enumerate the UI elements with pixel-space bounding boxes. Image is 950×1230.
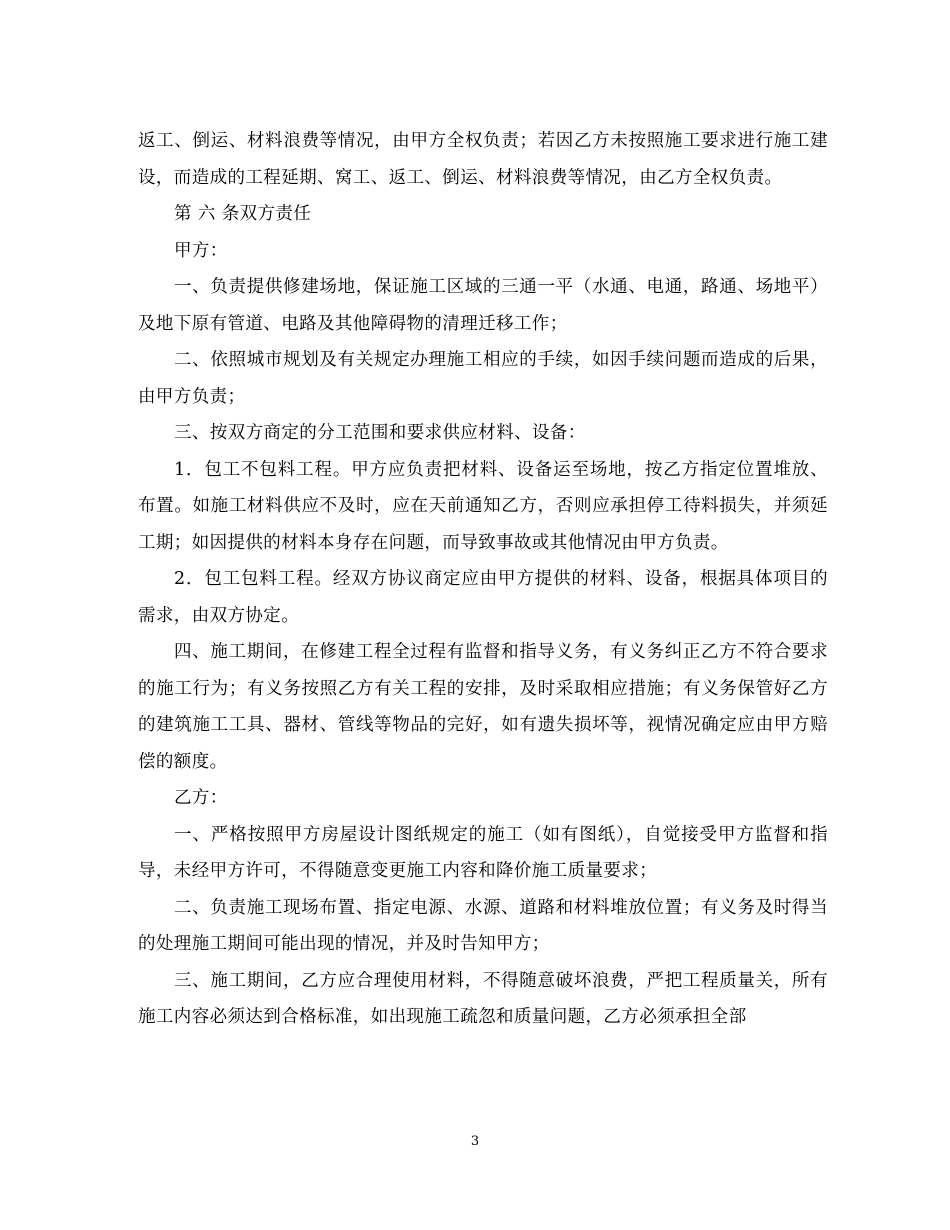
- party-b-label: 乙方：: [174, 788, 228, 808]
- party-a-clause-3-item-2: 2．包工包料工程。经双方协议商定应由甲方提供的材料、设备，根据具体项目的需求，由双方协定。: [138, 569, 828, 626]
- section-heading-article-6: 第 六 条双方责任: [174, 204, 312, 224]
- document-body: [138, 123, 828, 1036]
- party-a-clause-3-item-1: 1．包工不包料工程。甲方应负责把材料、设备运至场地，按乙方指定位置堆放、布置。如施工材料供应不及时，应在天前通知乙方，否则应承担停工待料损失，并须延工期；如因提供的材料本身存在问题，而导致事故或其他情况由甲方负责。: [138, 459, 828, 553]
- party-a-clause-2: 二、依照城市规划及有关规定办理施工相应的手续，如因手续问题而造成的后果，由甲方负责；: [138, 350, 828, 407]
- party-b-clause-3: 三、施工期间，乙方应合理使用材料，不得随意破坏浪费，严把工程质量关，所有施工内容必须达到合格标准，如出现施工疏忽和质量问题，乙方必须承担全部: [138, 970, 828, 1027]
- party-a-clause-1: 一、负责提供修建场地，保证施工区域的三通一平（水通、电通，路通、场地平）及地下原有管道、电路及其他障碍物的清理迁移工作；: [138, 277, 828, 334]
- page-number: 3: [470, 1134, 480, 1149]
- party-b-clause-2: 二、负责施工现场布置、指定电源、水源、道路和材料堆放位置；有义务及时得当的处理施工期间可能出现的情况，并及时告知甲方；: [138, 897, 828, 954]
- party-a-clause-3: 三、按双方商定的分工范围和要求供应材料、设备：: [174, 423, 586, 443]
- party-b-clause-1: 一、严格按照甲方房屋设计图纸规定的施工（如有图纸），自觉接受甲方监督和指导，未经甲方许可，不得随意变更施工内容和降价施工质量要求；: [138, 824, 828, 881]
- paragraph-1: 返工、倒运、材料浪费等情况，由甲方全权负责；若因乙方未按照施工要求进行施工建设，而造成的工程延期、窝工、返工、倒运、材料浪费等情况，由乙方全权负责。: [138, 131, 828, 188]
- party-a-label: 甲方：: [174, 240, 228, 261]
- party-a-clause-4: 四、施工期间，在修建工程全过程有监督和指导义务，有义务纠正乙方不符合要求的施工行为；有义务按照乙方有关工程的安排，及时采取相应措施；有义务保管好乙方的建筑施工工具、器材、管线等物品的完好，如有遗失损坏等，视情况确定应由甲方赔偿的额度。: [138, 642, 828, 772]
